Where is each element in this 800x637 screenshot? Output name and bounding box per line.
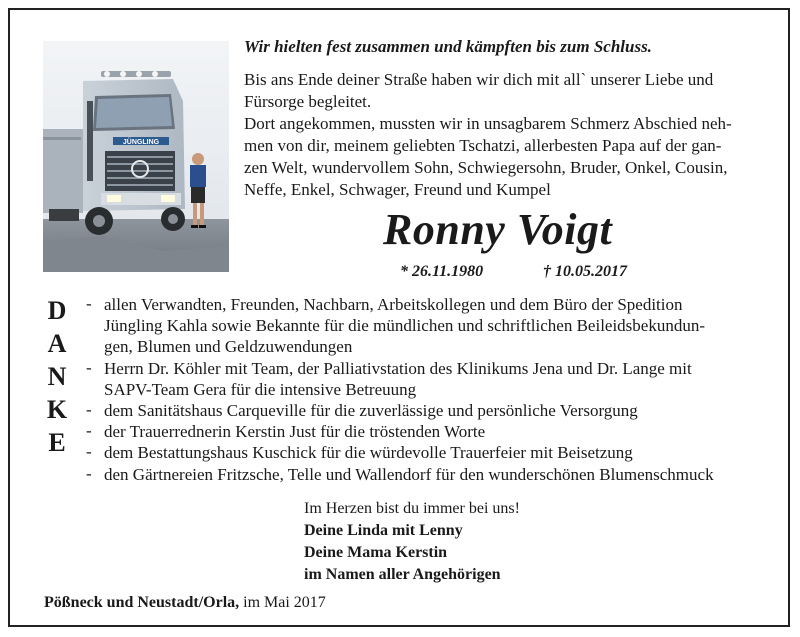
- place-towns: Pößneck und Neustadt/Orla,: [44, 594, 240, 611]
- danke-letter: A: [47, 329, 67, 358]
- thanks-line: Jüngling Kahla sowie Bekannte für die mündlichen und schriftlichen Beileidsbekundun-: [104, 316, 706, 336]
- thanks-entry: [86, 358, 776, 400]
- place-date: im Mai 2017: [239, 594, 326, 611]
- danke-letter: N: [47, 362, 67, 391]
- intro-text: [244, 69, 772, 201]
- closing-family: Deine Mama Kerstin: [304, 544, 448, 561]
- closing-line: Im Herzen bist du immer bei uns!: [304, 500, 520, 517]
- intro-line: Fürsorge begleitet.: [244, 92, 372, 111]
- motto: Wir hielten fest zusammen und kämpften bis zum Schluss.: [244, 37, 652, 56]
- thanks-list: [86, 294, 776, 485]
- list-dash: -: [86, 399, 92, 419]
- truck-logo-text: JÜNGLING: [122, 139, 160, 146]
- closing-family: im Namen aller Angehörigen: [304, 566, 501, 583]
- thanks-entry: [86, 294, 776, 358]
- thanks-line: Herrn Dr. Köhler mit Team, der Palliativstation des Klinikums Jena und Dr. Lange mit: [104, 358, 692, 378]
- thanks-entry: [86, 421, 776, 442]
- thanks-line: den Gärtnereien Fritzsche, Telle und Wallendorf für den wunderschönen Blumenschmuck: [104, 464, 714, 484]
- danke-letter: K: [46, 395, 68, 424]
- list-dash: -: [86, 463, 92, 483]
- deceased-name: Ronny Voigt: [383, 205, 613, 254]
- thanks-entry: [86, 400, 776, 421]
- closing-signature: [304, 498, 520, 586]
- portrait-photo: [43, 41, 229, 272]
- danke-letter: D: [47, 296, 67, 325]
- intro-line: men von dir, meinem geliebten Tschatzi, allerbesten Papa auf der gan-: [244, 136, 722, 155]
- danke-letter: E: [48, 428, 66, 457]
- thanks-line: dem Bestattungshaus Kuschick für die würdevolle Trauerfeier mit Beisetzung: [104, 443, 633, 463]
- thanks-line: gen, Blumen und Geldzuwendungen: [104, 337, 353, 357]
- thanks-line: der Trauerrednerin Kerstin Just für die tröstenden Worte: [104, 422, 486, 442]
- thanks-line: SAPV-Team Gera für die intensive Betreuung: [104, 379, 417, 399]
- list-dash: -: [86, 357, 92, 377]
- death-date: † 10.05.2017: [543, 263, 627, 280]
- intro-line: Dort angekommen, mussten wir in unsagbarem Schmerz Abschied neh-: [244, 114, 732, 133]
- danke-vertical-letters: [42, 294, 72, 459]
- list-dash: -: [86, 442, 92, 462]
- list-dash: -: [86, 421, 92, 441]
- thanks-line: dem Sanitätshaus Carqueville für die zuverlässige und persönliche Versorgung: [104, 400, 638, 420]
- birth-date: * 26.11.1980: [400, 263, 484, 280]
- intro-line: Bis ans Ende deiner Straße haben wir dich mit all` unserer Liebe und: [244, 70, 714, 89]
- place-and-date: [44, 594, 326, 612]
- intro-line: zen Welt, wundervollem Sohn, Schwiegersohn, Bruder, Onkel, Cousin,: [244, 158, 728, 177]
- intro-line: Neffe, Enkel, Schwager, Freund und Kumpel: [244, 180, 551, 199]
- list-dash: -: [86, 294, 92, 313]
- closing-family: Deine Linda mit Lenny: [304, 522, 463, 539]
- thanks-entry: [86, 464, 776, 485]
- thanks-line: allen Verwandten, Freunden, Nachbarn, Arbeitskollegen und dem Büro der Spedition: [104, 295, 683, 314]
- thanks-entry: [86, 442, 776, 463]
